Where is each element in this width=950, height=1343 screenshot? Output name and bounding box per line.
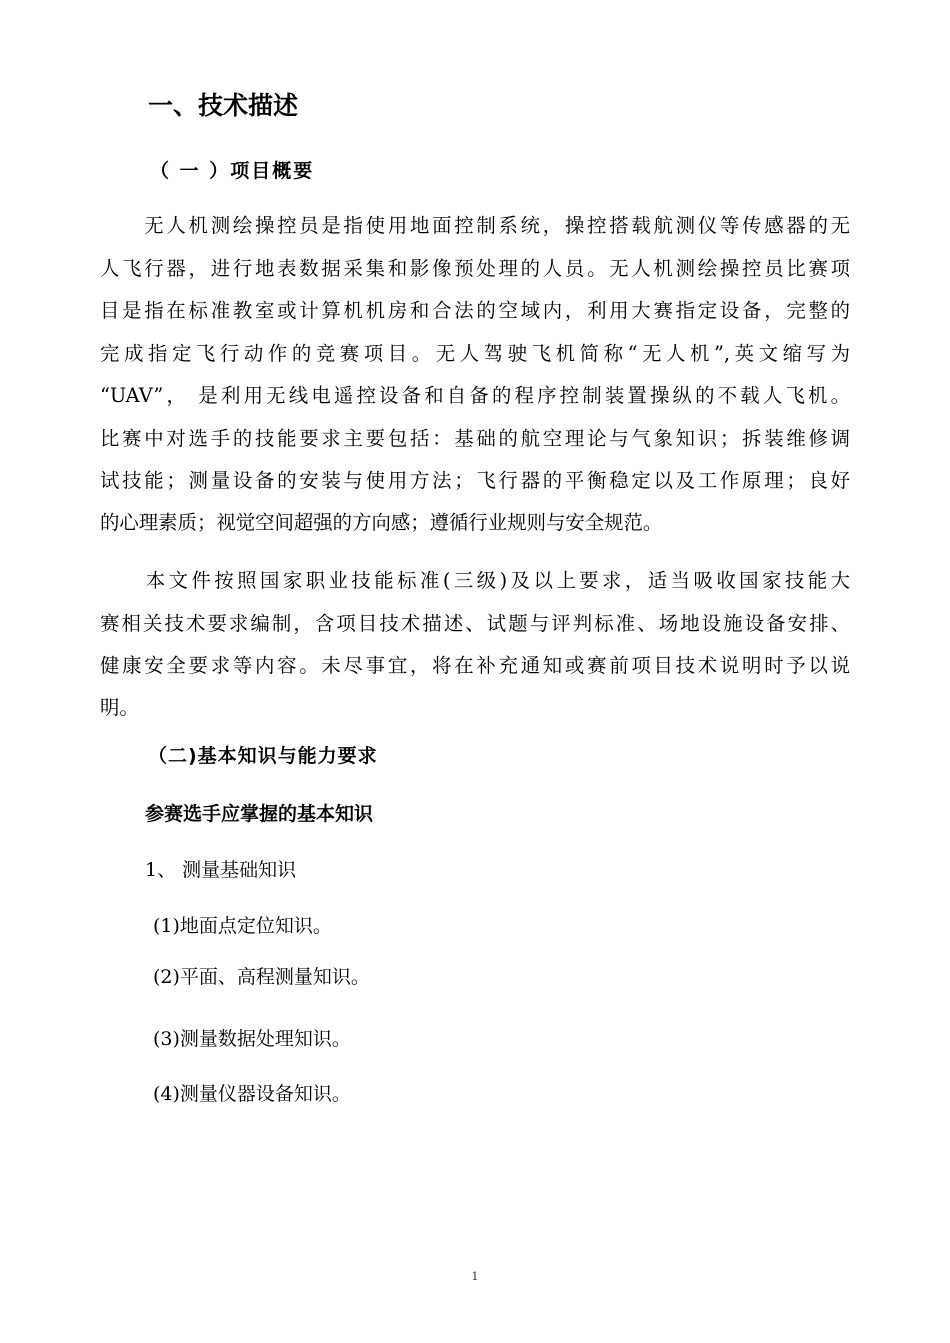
paragraph-line: 目是指在标准教室或计算机机房和合法的空域内，利用大赛指定设备，完整的	[100, 299, 850, 322]
paragraph-line: 比赛中对选手的技能要求主要包括：基础的航空理论与气象知识；拆装维修调	[100, 427, 850, 450]
page-heading: 一、技术描述	[148, 91, 299, 120]
paragraph-line: 明。	[100, 696, 139, 719]
paragraph-line: 健康安全要求等内容。未尽事宜，将在补充通知或赛前项目技术说明时予以说	[100, 654, 850, 677]
paragraph-line: 无人机测绘操控员是指使用地面控制系统，操控搭载航测仪等传感器的无	[100, 214, 850, 237]
paragraph-line: 本文件按照国家职业技能标准(三级)及以上要求，适当吸收国家技能大	[100, 569, 850, 592]
list-subitem: (2)平面、高程测量知识。	[153, 966, 370, 988]
paragraph-line: 完成指定飞行动作的竞赛项目。无人驾驶飞机简称“无人机”,英文缩写为	[100, 342, 850, 365]
paragraph-line: 赛相关技术要求编制，含项目技术描述、试题与评判标准、场地设施设备安排、	[100, 612, 850, 635]
paragraph-line: “UAV”， 是利用无线电遥控设备和自备的程序控制装置操纵的不载人飞机。	[100, 384, 850, 407]
paragraph-line: 试技能；测量设备的安装与使用方法；飞行器的平衡稳定以及工作原理；良好	[100, 469, 850, 492]
list-subitem: (3)测量数据处理知识。	[153, 1028, 351, 1050]
paragraph-line: 的心理素质；视觉空间超强的方向感；遵循行业规则与安全规范。	[100, 511, 663, 534]
paragraph-line: 人飞行器，进行地表数据采集和影像预处理的人员。无人机测绘操控员比赛项	[100, 257, 850, 280]
section-title-knowledge: （二)基本知识与能力要求	[148, 745, 378, 767]
section-title-overview: （ 一 ）项目概要	[150, 160, 315, 182]
list-subitem: (4)测量仪器设备知识。	[153, 1083, 351, 1105]
page-number: 1	[471, 1270, 479, 1283]
subsection-title: 参赛选手应掌握的基本知识	[145, 803, 374, 825]
list-subitem: (1)地面点定位知识。	[153, 915, 332, 937]
list-item: 1、 测量基础知识	[145, 859, 297, 881]
